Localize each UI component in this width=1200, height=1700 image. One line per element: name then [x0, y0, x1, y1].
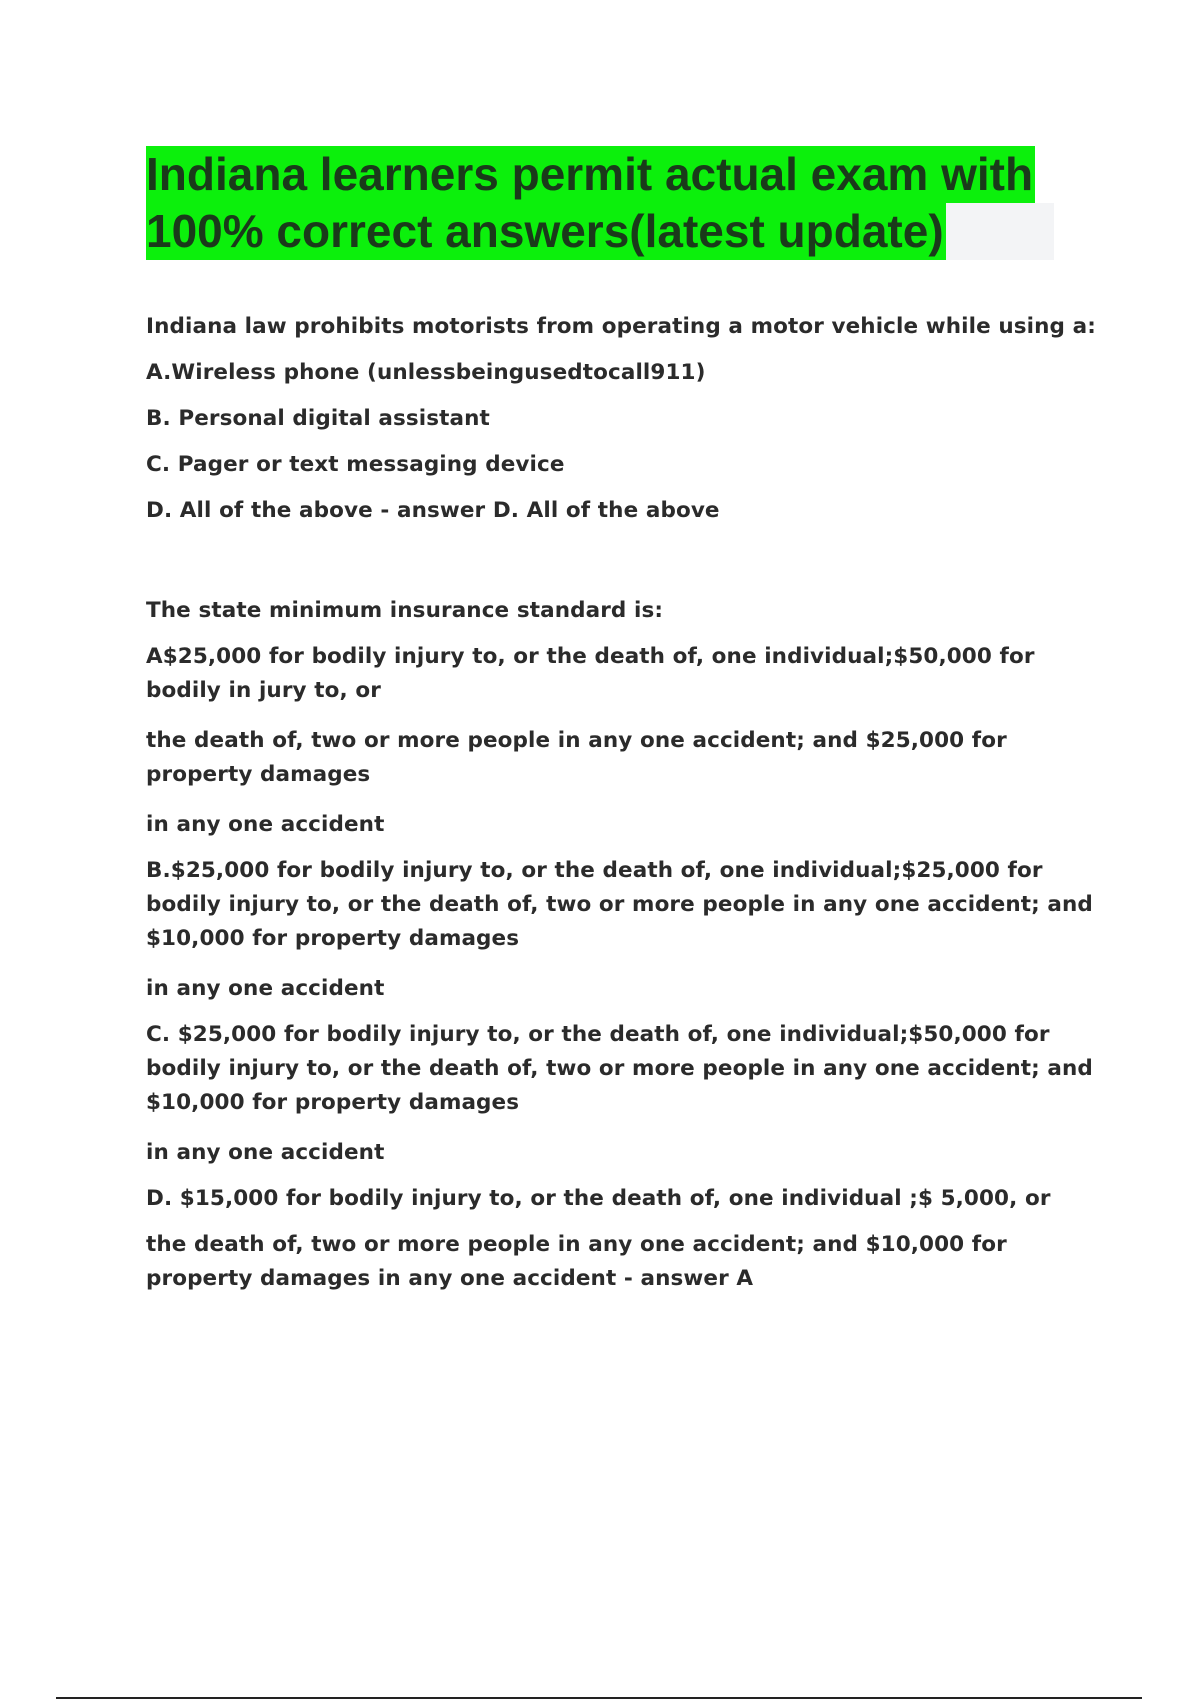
question-block-phone-law — [146, 310, 1096, 528]
answer-option-d: D. All of the above - answer D. All of the above — [146, 498, 720, 523]
document-page — [146, 146, 1096, 1312]
answer-option-a-continued: in any one accident — [146, 812, 385, 837]
answer-option-c: C. Pager or text messaging device — [146, 452, 565, 477]
answer-option-d: D. $15,000 for bodily injury to, or the death of, one individual ;$ 5,000, or — [146, 1186, 1051, 1211]
document-title — [146, 146, 1096, 260]
question-prompt: Indiana law prohibits motorists from operating a motor vehicle while using a: — [146, 314, 1096, 339]
page-bottom-rule — [56, 1697, 1142, 1699]
answer-option-c-continued: in any one accident — [146, 1140, 385, 1165]
title-line-2: 100% correct answers(latest update) — [146, 203, 946, 260]
title-line-1: Indiana learners permit actual exam with — [146, 146, 1035, 203]
answer-option-a-continued: the death of, two or more people in any one accident; and $25,000 for property damages — [146, 728, 1007, 787]
answer-option-b: B. Personal digital assistant — [146, 406, 490, 431]
answer-option-c: C. $25,000 for bodily injury to, or the death of, one individual;$50,000 for bodily injury to, or the death of, two or more people in any one accident; and $10,000 for property damages — [146, 1022, 1093, 1115]
answer-option-b-continued: in any one accident — [146, 976, 385, 1001]
answer-option-b: B.$25,000 for bodily injury to, or the death of, one individual;$25,000 for bodily injury to, or the death of, two or more people in any one accident; and $10,000 for property damages — [146, 858, 1093, 951]
question-prompt: The state minimum insurance standard is: — [146, 598, 664, 623]
question-block-insurance — [146, 594, 1096, 1296]
answer-option-d-continued: the death of, two or more people in any one accident; and $10,000 for property damages in any one accident - answer A — [146, 1232, 1007, 1291]
answer-option-a: A.Wireless phone (unlessbeingusedtocall911) — [146, 360, 706, 385]
answer-option-a: A$25,000 for bodily injury to, or the death of, one individual;$50,000 for bodily in jury to, or — [146, 644, 1035, 703]
